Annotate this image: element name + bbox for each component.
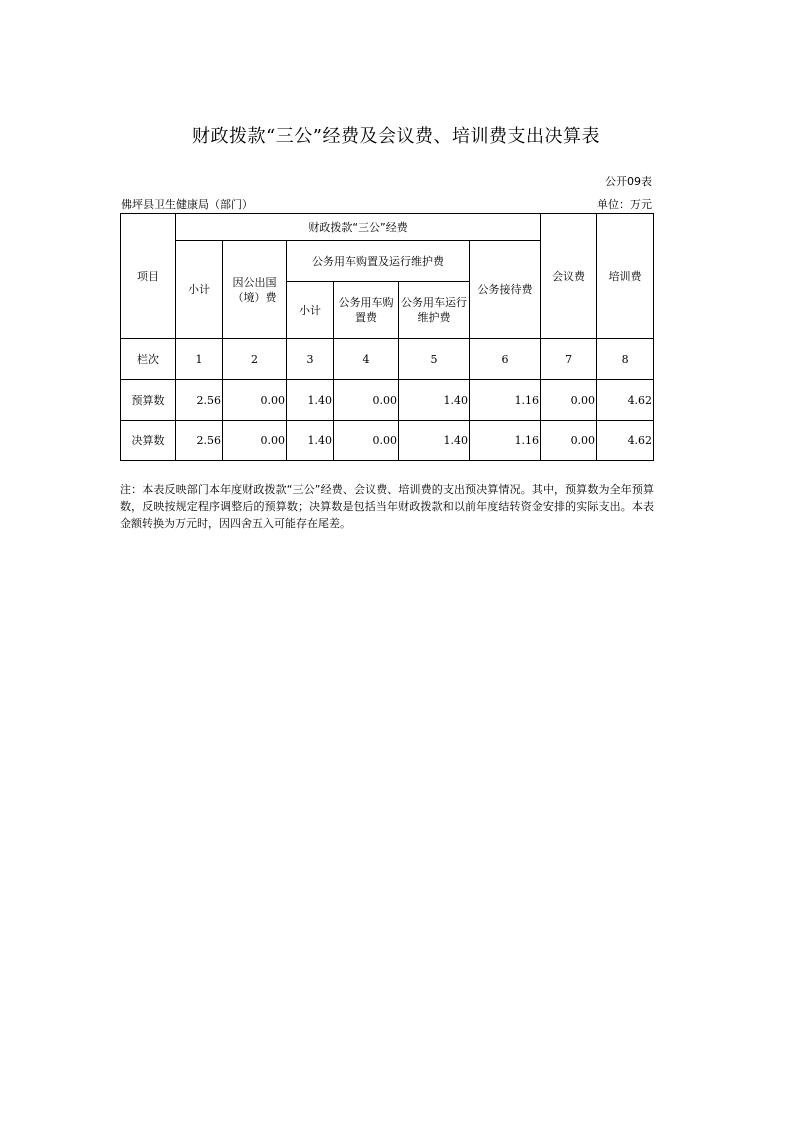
- header-vehicle-operation: 公务用车运行维护费: [399, 282, 470, 339]
- cell: 4.62: [597, 421, 654, 461]
- cell: 0.00: [334, 421, 399, 461]
- cell: 0.00: [541, 380, 597, 421]
- cell: 1.40: [287, 421, 334, 461]
- header-vehicle-group: 公务用车购置及运行维护费: [287, 241, 470, 282]
- cell: 4.62: [597, 380, 654, 421]
- header-reception: 公务接待费: [470, 241, 541, 339]
- cell: 7: [541, 339, 597, 380]
- header-subtotal: 小计: [176, 241, 223, 339]
- header-training: 培训费: [597, 214, 654, 339]
- cell: 2: [223, 339, 287, 380]
- cell: 0.00: [223, 421, 287, 461]
- cell: 4: [334, 339, 399, 380]
- header-fiscal-group: 财政拨款“三公”经费: [176, 214, 541, 241]
- cell: 0.00: [223, 380, 287, 421]
- table-row: [121, 380, 654, 421]
- header-abroad: 因公出国（境）费: [223, 241, 287, 339]
- table-meta: [121, 196, 652, 212]
- table-row: [121, 421, 654, 461]
- page-title: 财政拨款“三公”经费及会议费、培训费支出决算表: [192, 126, 600, 147]
- cell: 6: [470, 339, 541, 380]
- cell: 1.40: [399, 380, 470, 421]
- cell: 1: [176, 339, 223, 380]
- row-label: 预算数: [121, 380, 176, 421]
- cell: 3: [287, 339, 334, 380]
- department-name: 佛坪县卫生健康局（部门）: [121, 198, 253, 211]
- cell: 8: [597, 339, 654, 380]
- unit-label: 单位：万元: [597, 198, 652, 211]
- cell: 1.40: [399, 421, 470, 461]
- row-label: 决算数: [121, 421, 176, 461]
- cell: 2.56: [176, 421, 223, 461]
- cell: 1.16: [470, 421, 541, 461]
- cell: 2.56: [176, 380, 223, 421]
- header-vehicle-purchase: 公务用车购置费: [334, 282, 399, 339]
- table-row: [121, 339, 654, 380]
- header-meeting: 会议费: [541, 214, 597, 339]
- cell: 1.16: [470, 380, 541, 421]
- cell: 1.40: [287, 380, 334, 421]
- cell: 0.00: [334, 380, 399, 421]
- footnote: 注：本表反映部门本年度财政拨款“三公”经费、会议费、培训费的支出预决算情况。其中，预算数为全年预算数，反映按规定程序调整后的预算数；决算数是包括当年财政拨款和以前年度结转资金安排的实际支出。本表金额转换为万元时，因四舍五入可能存在尾差。: [120, 483, 654, 530]
- row-label: 栏次: [121, 339, 176, 380]
- cell: 0.00: [541, 421, 597, 461]
- cell: 5: [399, 339, 470, 380]
- expenditure-table: [120, 213, 654, 461]
- table-code: 公开09表: [605, 175, 652, 188]
- header-vehicle-subtotal: 小计: [287, 282, 334, 339]
- header-item: 项目: [121, 214, 176, 339]
